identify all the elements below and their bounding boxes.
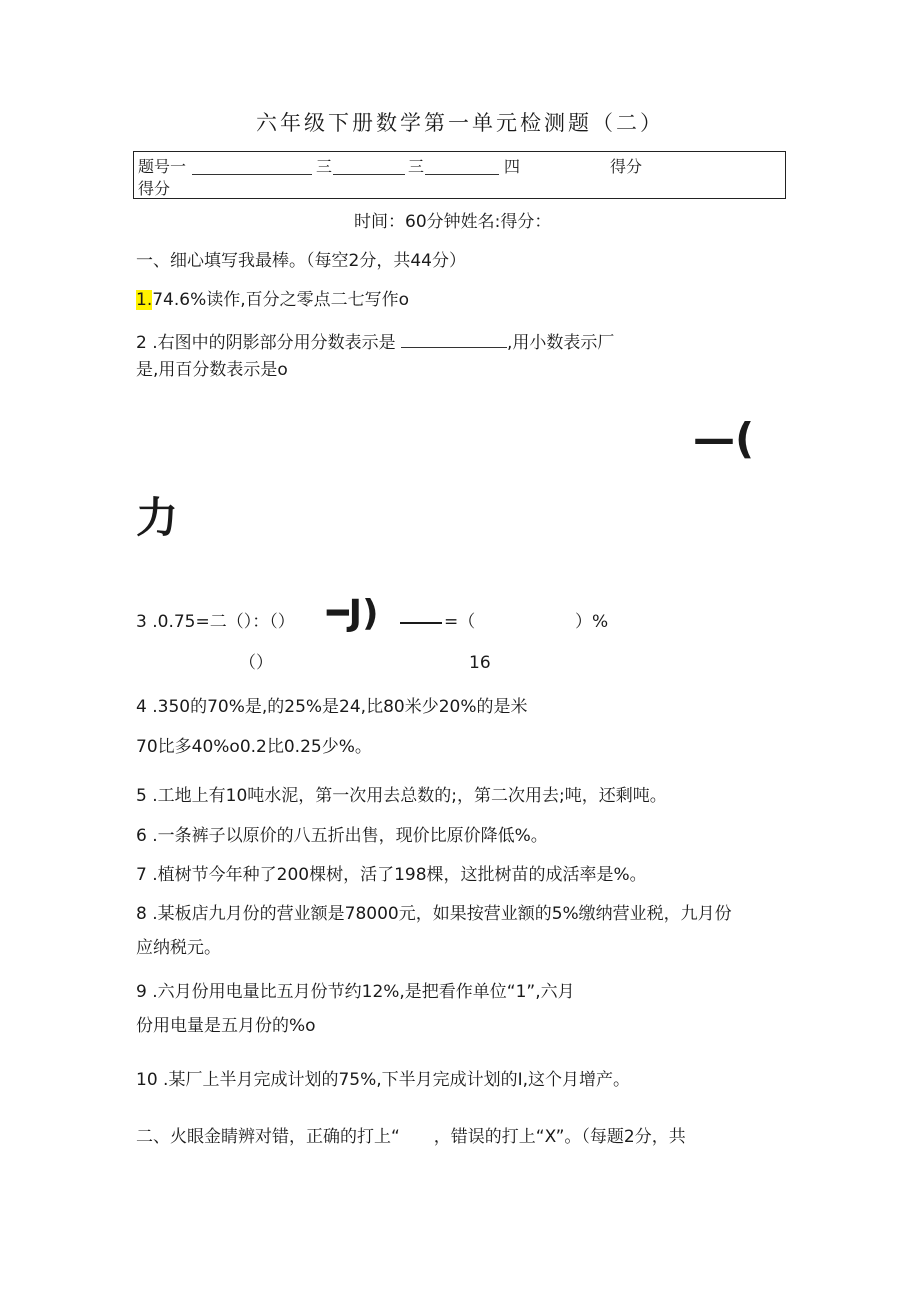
section2-heading: 二、火眼金睛辨对错，正确的打上“ ，错误的打上“X”。（每题2分，共 — [136, 1127, 686, 1147]
score-table-col-4: 四 — [504, 157, 521, 176]
question-10: 10 .某厂上半月完成计划的75%,下半月完成计划的I,这个月增产。 — [136, 1070, 631, 1090]
score-table-blank-1 — [192, 160, 312, 175]
question-2-line-1 — [136, 333, 614, 352]
score-table-blank-3 — [425, 160, 499, 175]
question-4-line-1: 4 .350的70%是,的25%是24,比80米少20%的是米 — [136, 697, 528, 717]
question-5: 5 .工地上有10吨水泥，第一次用去总数的;，第二次用去;吨，还剩吨。 — [136, 786, 667, 806]
question-2-line-2: 是,用百分数表示是o — [136, 360, 288, 380]
question-2-answer-blank — [401, 333, 507, 348]
question-3-equals: =（ — [444, 612, 476, 632]
score-table-score-label: 得分 — [138, 179, 171, 198]
question-6: 6 .一条裤子以原价的八五折出售，现价比原价降低%。 — [136, 826, 548, 846]
score-table-total-header: 得分 — [610, 157, 643, 176]
question-3-start: 3 .0.75=二（）：（） — [136, 612, 295, 632]
question-9-line-2: 份用电量是五月份的%o — [136, 1016, 316, 1036]
question-3-denominator-parens: （） — [239, 653, 273, 673]
page-title: 六年级下册数学第一单元检测题（二） — [256, 111, 664, 135]
score-table-blank-2 — [333, 160, 405, 175]
question-7: 7 .植树节今年种了200棵树，活了198棵，这批树苗的成活率是%。 — [136, 865, 647, 885]
question-3-fraction-bar — [400, 622, 442, 624]
question-4-line-2: 70比多40%o0.2比0.25少%。 — [136, 737, 372, 757]
question-2-figure-glyph: 力 — [136, 493, 179, 542]
score-table-col-3: 三 — [408, 157, 425, 176]
question-8-line-2: 应纳税元。 — [136, 938, 221, 958]
question-1-text: 74.6%读作,百分之零点二七写作o — [152, 290, 410, 310]
section1-heading: 一、细心填写我最棒。（每空2分，共44分） — [136, 251, 466, 271]
score-table-question-no-label: 题号一 — [138, 157, 187, 176]
question-2-text-a: 2 .右图中的阴影部分用分数表示是 — [136, 333, 396, 353]
question-1-number: 1. — [136, 290, 153, 310]
question-3-denominator-16: 16 — [469, 653, 491, 673]
meta-line: 时间：60分钟姓名:得分： — [354, 212, 552, 232]
question-2-figure-artifact: —( — [693, 414, 755, 463]
question-1 — [136, 292, 409, 309]
question-3-percent: ）% — [575, 612, 609, 632]
question-2-text-b: ,用小数表示厂 — [507, 333, 615, 353]
question-8-line-1: 8 .某板店九月份的营业额是78000元，如果按营业额的5%缴纳营业税，九月份 — [136, 904, 732, 924]
score-table-col-2: 三 — [316, 157, 333, 176]
score-table — [133, 151, 786, 199]
question-9-line-1: 9 .六月份用电量比五月份节约12%,是把看作单位“1”,六月 — [136, 982, 575, 1002]
question-3-fraction-artifact: ━J) — [327, 593, 379, 634]
